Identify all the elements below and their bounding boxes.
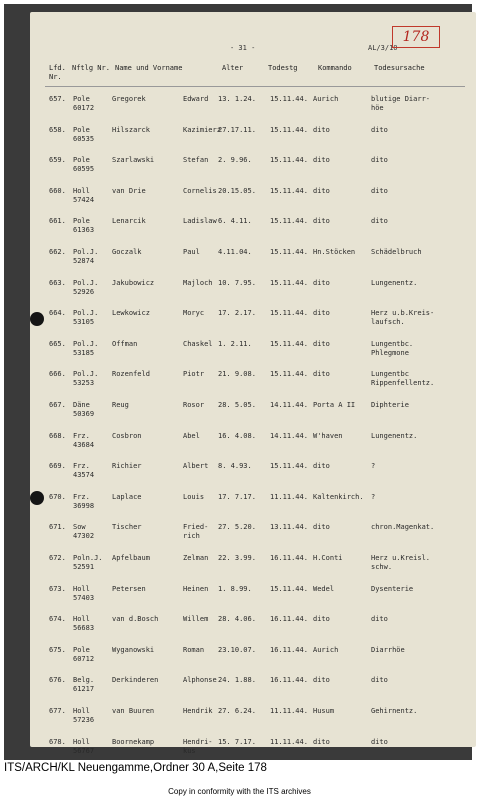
cell-cause: dito [371, 186, 388, 195]
cell-name: Apfelbaum [112, 554, 150, 562]
cell-death: 15.11.44. [270, 370, 308, 379]
cell-first: Ladislaw [183, 217, 217, 226]
cell-first: Cornelis [183, 186, 217, 195]
cell-name: Szarlawski [112, 156, 155, 165]
cell-nat: Holl 56683 [73, 615, 95, 633]
cell-place: dito [313, 278, 330, 287]
cell-death: 15.11.44. [270, 186, 308, 195]
cell-place: Aurich [313, 95, 339, 103]
cell-first: Hendri- kus [183, 737, 213, 755]
cell-death: 16.11.44. [270, 615, 308, 624]
cell-no: 662. [49, 248, 66, 256]
cell-death: 11.11.44. [270, 492, 308, 501]
archive-reference: AL/3/10 [368, 44, 398, 52]
cell-no: 661. [49, 217, 66, 226]
cell-date: 4.11.04. [218, 248, 252, 256]
cell-death: 15.11.44. [270, 339, 308, 348]
cell-place: Porta A II [313, 401, 356, 409]
cell-death: 15.11.44. [270, 584, 308, 593]
cell-date: 21. 9.08. [218, 370, 256, 379]
cell-no: 668. [49, 431, 66, 440]
cell-nat: Pole 60712 [73, 645, 95, 663]
cell-name: Jakubowicz [112, 278, 155, 287]
cell-place: Aurich [313, 645, 339, 654]
cell-place: W'haven [313, 431, 343, 440]
cell-no: 669. [49, 462, 66, 471]
cell-place: dito [313, 309, 330, 318]
cell-date: 10. 7.95. [218, 278, 256, 287]
col-header-no: Lfd. Nr. [49, 64, 66, 81]
cell-first: Paul [183, 248, 200, 256]
cell-no: 673. [49, 584, 66, 593]
cell-first: Rosor [183, 401, 205, 409]
cell-no: 665. [49, 339, 66, 348]
page-stamp: 178 [392, 26, 440, 48]
cell-first: Chaskel [183, 339, 213, 348]
cell-date: 1. 2.11. [218, 339, 252, 348]
cell-nat: Pol.J. 53105 [73, 309, 99, 327]
cell-place: Husum [313, 707, 335, 715]
cell-death: 11.11.44. [270, 737, 308, 746]
cell-no: 658. [49, 125, 66, 134]
cell-first: Stefan [183, 156, 209, 165]
cell-nat: Sow 47302 [73, 523, 95, 541]
cell-no: 674. [49, 615, 66, 624]
cell-nat: Holl 57236 [73, 707, 95, 724]
cell-death: 15.11.44. [270, 156, 308, 165]
cell-death: 13.11.44. [270, 523, 308, 532]
cell-date: 15. 7.17. [218, 737, 256, 746]
cell-no: 667. [49, 401, 66, 409]
cell-date: 28. 4.06. [218, 615, 256, 624]
cell-no: 670. [49, 492, 66, 501]
cell-no: 660. [49, 186, 66, 195]
cell-cause: Gehirnentz. [371, 707, 418, 715]
cell-date: 23.10.07. [218, 645, 256, 654]
cell-date: 28. 5.05. [218, 401, 256, 409]
cell-name: Boornekamp [112, 737, 155, 746]
cell-cause: Diarrhöe [371, 645, 405, 654]
cell-death: 15.11.44. [270, 462, 308, 471]
cell-name: Reug [112, 401, 129, 409]
cell-cause: blutige Diarr- höe [371, 95, 431, 112]
cell-cause: dito [371, 615, 388, 624]
cell-first: Heinen [183, 584, 209, 593]
cell-place: dito [313, 462, 330, 471]
cell-death: 15.11.44. [270, 217, 308, 226]
punch-hole [30, 312, 44, 326]
cell-name: Derkinderen [112, 676, 159, 685]
cell-death: 15.11.44. [270, 125, 308, 134]
cell-death: 16.11.44. [270, 676, 308, 685]
cell-date: 8. 4.93. [218, 462, 252, 471]
cell-cause: Dysenterie [371, 584, 414, 593]
cell-first: Roman [183, 645, 205, 654]
cell-date: 27. 5.20. [218, 523, 256, 532]
cell-date: 20.15.05. [218, 186, 256, 195]
cell-place: dito [313, 156, 330, 165]
cell-cause: dito [371, 217, 388, 226]
cell-death: 15.11.44. [270, 309, 308, 318]
cell-name: Hilszarck [112, 125, 150, 134]
cell-date: 22. 3.99. [218, 554, 256, 562]
cell-name: Gregorek [112, 95, 146, 103]
cell-first: Louis [183, 492, 205, 501]
cell-cause: ? [371, 462, 376, 471]
cell-first: Edward [183, 95, 209, 103]
cell-death: 15.11.44. [270, 248, 308, 256]
cell-nat: Holl 57403 [73, 584, 95, 602]
cell-place: H.Conti [313, 554, 343, 562]
cell-cause: Lungentbc Rippenfellentz. [371, 370, 435, 388]
cell-nat: Pole 61363 [73, 217, 95, 235]
cell-first: Willem [183, 615, 209, 624]
cell-date: 16. 4.08. [218, 431, 256, 440]
cell-place: dito [313, 737, 330, 746]
cell-first: Majloch [183, 278, 213, 287]
cell-cause: Lungenentz. [371, 278, 418, 287]
cell-nat: Holl 57424 [73, 186, 95, 204]
cell-cause: Herz u.Kreisl. schw. [371, 554, 431, 571]
cell-date: 1. 8.99. [218, 584, 252, 593]
conformity-note: Copy in conformity with the ITS archives [168, 787, 311, 796]
cell-name: Tischer [112, 523, 142, 532]
cell-place: dito [313, 186, 330, 195]
cell-death: 15.11.44. [270, 95, 308, 103]
cell-cause: Herz u.b.Kreis- laufsch. [371, 309, 435, 327]
cell-no: 677. [49, 707, 66, 715]
cell-place: dito [313, 523, 330, 532]
col-header-cause: Todesursache [374, 64, 425, 72]
cell-date: 17. 7.17. [218, 492, 256, 501]
cell-first: Alphonse [183, 676, 217, 685]
cell-name: Rozenfeld [112, 370, 150, 379]
cell-nat: Frz. 36998 [73, 492, 95, 510]
cell-nat: Pole 60535 [73, 125, 95, 143]
cell-date: 13. 1.24. [218, 95, 256, 103]
cell-place: Kaltenkirch. [313, 492, 364, 501]
cell-first: Albert [183, 462, 209, 471]
cell-place: dito [313, 676, 330, 685]
cell-name: van Drie [112, 186, 146, 195]
cell-nat: Frz. 43574 [73, 462, 95, 480]
cell-name: Cosbron [112, 431, 142, 440]
cell-name: Lenarcik [112, 217, 146, 226]
cell-no: 659. [49, 156, 66, 165]
cell-death: 14.11.44. [270, 401, 308, 409]
col-header-age: Alter [222, 64, 244, 72]
cell-no: 675. [49, 645, 66, 654]
cell-name: Laplace [112, 492, 142, 501]
cell-date: 24. 1.88. [218, 676, 256, 685]
cell-first: Abel [183, 431, 200, 440]
cell-nat: Pol.J. 53185 [73, 339, 99, 357]
cell-first: Piotr [183, 370, 205, 379]
cell-cause: dito [371, 676, 388, 685]
cell-no: 663. [49, 278, 66, 287]
header-divider [45, 86, 465, 87]
cell-no: 664. [49, 309, 66, 318]
cell-cause: Schädelbruch [371, 248, 422, 256]
cell-no: 678. [49, 737, 66, 746]
cell-nat: Belg. 61217 [73, 676, 95, 694]
cell-nat: Pol.J. 53253 [73, 370, 99, 388]
cell-nat: Frz. 43684 [73, 431, 95, 449]
cell-nat: Däne 50369 [73, 401, 95, 418]
cell-nat: Poln.J. 52591 [73, 554, 103, 571]
cell-cause: Lungenentz. [371, 431, 418, 440]
cell-name: Wyganowski [112, 645, 155, 654]
cell-nat: Pole 60595 [73, 156, 95, 174]
cell-name: Lewkowicz [112, 309, 150, 318]
cell-place: dito [313, 370, 330, 379]
cell-nat: Holl 56767 [73, 737, 95, 755]
cell-nat: Pol.J. 52926 [73, 278, 99, 296]
cell-death: 11.11.44. [270, 707, 308, 715]
cell-name: Goczalk [112, 248, 142, 256]
cell-no: 672. [49, 554, 66, 562]
cell-place: dito [313, 217, 330, 226]
cell-place: dito [313, 339, 330, 348]
cell-place: dito [313, 125, 330, 134]
cell-place: dito [313, 615, 330, 624]
cell-cause: Lungentbc. Phlegmone [371, 339, 414, 357]
cell-first: Moryc [183, 309, 205, 318]
punch-hole [30, 491, 44, 505]
cell-death: 16.11.44. [270, 554, 308, 562]
cell-nat: Pole 60172 [73, 95, 95, 112]
cell-cause: dito [371, 156, 388, 165]
cell-cause: Diphterie [371, 401, 409, 409]
cell-nat: Pol.J. 52874 [73, 248, 99, 265]
cell-death: 14.11.44. [270, 431, 308, 440]
cell-death: 16.11.44. [270, 645, 308, 654]
cell-no: 666. [49, 370, 66, 379]
cell-place: Wedel [313, 584, 335, 593]
cell-first: Zelman [183, 554, 209, 562]
cell-name: van d.Bosch [112, 615, 159, 624]
page-number: - 31 - [230, 44, 256, 52]
cell-date: 6. 4.11. [218, 217, 252, 226]
cell-death: 15.11.44. [270, 278, 308, 287]
cell-no: 671. [49, 523, 66, 532]
cell-first: Hendrik [183, 707, 213, 715]
cell-name: Offman [112, 339, 138, 348]
cell-no: 657. [49, 95, 66, 103]
cell-name: van Buuren [112, 707, 155, 715]
cell-cause: chron.Magenkat. [371, 523, 435, 532]
cell-name: Petersen [112, 584, 146, 593]
col-header-death: Todestg [268, 64, 298, 72]
cell-cause: dito [371, 737, 388, 746]
cell-name: Richier [112, 462, 142, 471]
cell-date: 27. 6.24. [218, 707, 256, 715]
cell-first: Kazimierz [183, 125, 221, 134]
cell-cause: ? [371, 492, 376, 501]
col-header-nat: Nftlg Nr. [72, 64, 110, 72]
cell-date: 2. 9.96. [218, 156, 252, 165]
cell-cause: dito [371, 125, 388, 134]
cell-place: Hn.Stöcken [313, 248, 356, 256]
col-header-place: Kommando [318, 64, 352, 72]
col-header-name: Name und Vorname [115, 64, 183, 72]
cell-first: Fried- rich [183, 523, 209, 541]
cell-date: 17. 2.17. [218, 309, 256, 318]
archive-citation: ITS/ARCH/KL Neuengamme,Ordner 30 A,Seite 178 [4, 762, 267, 774]
cell-no: 676. [49, 676, 66, 685]
cell-date: 27.17.11. [218, 125, 256, 134]
